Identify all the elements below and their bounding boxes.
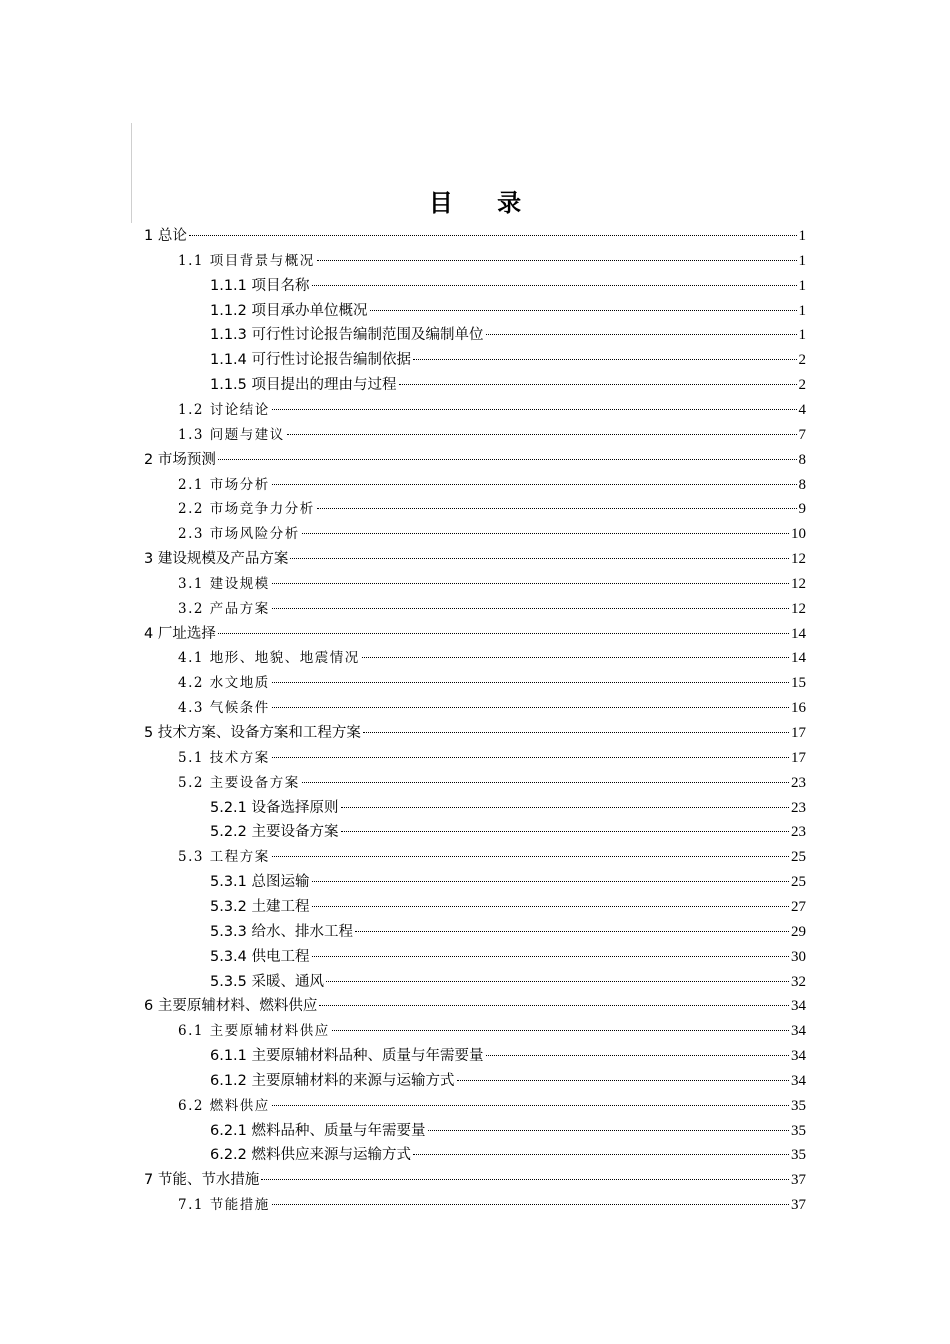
toc-leader-dots	[302, 533, 789, 534]
toc-entry-label: 1.1.1 项目名称	[210, 277, 310, 294]
toc-entry[interactable]	[144, 448, 806, 472]
toc-entry-page: 35	[791, 1097, 806, 1114]
toc-leader-dots	[218, 633, 789, 634]
toc-entry-page: 23	[791, 824, 806, 841]
toc-entry[interactable]	[144, 547, 806, 571]
toc-entry-page: 37	[791, 1172, 806, 1189]
toc-entry-page: 34	[791, 1023, 806, 1040]
toc-entry-label: 2.3 市场风险分析	[178, 526, 300, 543]
toc-entry-label: 2 市场预测	[144, 451, 216, 468]
toc-leader-dots	[486, 334, 797, 335]
toc-entry[interactable]	[210, 323, 806, 347]
toc-entry[interactable]	[178, 1094, 806, 1118]
toc-leader-dots	[317, 508, 797, 509]
toc-entry[interactable]	[210, 895, 806, 919]
toc-entry[interactable]	[178, 597, 806, 621]
toc-entry-label: 6.2 燃料供应	[178, 1097, 270, 1114]
toc-entry-label: 4.1 地形、地貌、地震情况	[178, 650, 360, 667]
toc-entry[interactable]	[178, 671, 806, 695]
toc-entry[interactable]	[178, 696, 806, 720]
toc-entry-page: 1	[798, 252, 806, 269]
toc-entry-label: 5.3.3 给水、排水工程	[210, 923, 354, 940]
toc-leader-dots	[272, 1204, 789, 1205]
toc-entry-label: 1.1.5 项目提出的理由与过程	[210, 377, 397, 394]
toc-leader-dots	[428, 1130, 789, 1131]
toc-entry[interactable]	[178, 398, 806, 422]
toc-entry-page: 9	[798, 501, 806, 518]
toc-entry-page: 30	[791, 948, 806, 965]
toc-entry-page: 35	[791, 1122, 806, 1139]
toc-entry[interactable]	[210, 796, 806, 820]
toc-leader-dots	[261, 1179, 789, 1180]
toc-entry-label: 6.1 主要原辅材料供应	[178, 1023, 330, 1040]
toc-entry-page: 12	[791, 575, 806, 592]
toc-entry[interactable]	[178, 771, 806, 795]
toc-entry-label: 5 技术方案、设备方案和工程方案	[144, 725, 361, 741]
toc-leader-dots	[341, 807, 789, 808]
toc-leader-dots	[218, 459, 797, 460]
toc-entry-page: 14	[791, 650, 806, 667]
toc-entry-page: 4	[798, 401, 806, 418]
toc-entry-label: 5.3.1 总图运输	[210, 874, 310, 891]
toc-entry-page: 12	[791, 600, 806, 617]
toc-entry[interactable]	[210, 373, 806, 397]
toc-entry-label: 7 节能、节水措施	[144, 1172, 260, 1189]
toc-entry-page: 25	[791, 874, 806, 891]
toc-entry-label: 3.2 产品方案	[178, 600, 270, 617]
toc-leader-dots	[362, 657, 789, 658]
toc-entry-page: 23	[791, 774, 806, 791]
toc-entry-label: 5.3.2 土建工程	[210, 898, 310, 915]
toc-entry[interactable]	[210, 820, 806, 844]
toc-entry[interactable]	[210, 870, 806, 894]
toc-entry[interactable]	[210, 945, 806, 969]
toc-entry[interactable]	[210, 299, 806, 323]
toc-leader-dots	[302, 782, 789, 783]
toc-leader-dots	[272, 856, 789, 857]
toc-entry-label: 2.2 市场竞争力分析	[178, 501, 315, 518]
toc-entry-page: 25	[791, 849, 806, 866]
toc-entry-label: 1.2 讨论结论	[178, 401, 270, 418]
toc-entry-page: 27	[791, 898, 806, 915]
toc-entry-page: 23	[791, 799, 806, 816]
toc-entry-page: 1	[798, 228, 806, 244]
toc-entry-page: 34	[791, 998, 806, 1015]
toc-entry[interactable]	[210, 970, 806, 994]
toc-entry-label: 5.2 主要设备方案	[178, 774, 300, 791]
toc-entry[interactable]	[144, 1168, 806, 1192]
toc-entry-page: 14	[791, 625, 806, 642]
toc-entry-label: 1.1 项目背景与概况	[178, 252, 315, 269]
toc-entry-label: 6 主要原辅材料、燃料供应	[144, 998, 318, 1015]
toc-leader-dots	[413, 359, 796, 360]
toc-entry-label: 7.1 节能措施	[178, 1197, 270, 1214]
toc-leader-dots	[319, 1005, 789, 1006]
toc-entry-page: 15	[791, 675, 806, 692]
toc-entry-page: 17	[791, 749, 806, 766]
toc-leader-dots	[363, 732, 789, 733]
toc-entry-page: 8	[798, 451, 806, 468]
toc-leader-dots	[457, 1080, 789, 1081]
toc-entry-page: 17	[791, 725, 806, 741]
toc-leader-dots	[272, 608, 789, 609]
toc-entry-page: 32	[791, 973, 806, 990]
toc-leader-dots	[312, 906, 789, 907]
toc-entry-label: 1.1.3 可行性讨论报告编制范围及编制单位	[210, 327, 484, 344]
toc-leader-dots	[272, 1105, 789, 1106]
toc-entry[interactable]	[178, 646, 806, 670]
toc-leader-dots	[189, 235, 797, 236]
toc-entry-label: 6.1.1 主要原辅材料品种、质量与年需要量	[210, 1048, 484, 1065]
toc-entry-label: 3 建设规模及产品方案	[144, 551, 289, 568]
toc-entry-label: 5.3.4 供电工程	[210, 948, 310, 965]
toc-leader-dots	[312, 956, 789, 957]
toc-leader-dots	[413, 1154, 789, 1155]
toc-entry-label: 6.1.2 主要原辅材料的来源与运输方式	[210, 1072, 455, 1089]
toc-entry[interactable]	[178, 1019, 806, 1043]
toc-entry-label: 4 厂址选择	[144, 625, 216, 642]
toc-entry-label: 6.2.2 燃料供应来源与运输方式	[210, 1147, 412, 1164]
toc-leader-dots	[317, 260, 797, 261]
toc-entry[interactable]	[210, 1143, 806, 1167]
toc-leader-dots	[312, 285, 797, 286]
toc-entry-page: 10	[791, 526, 806, 543]
toc-entry[interactable]	[178, 497, 806, 521]
toc-entry-page: 16	[791, 700, 806, 717]
toc-entry[interactable]	[178, 1193, 806, 1217]
toc-entry-page: 2	[798, 352, 806, 369]
toc-entry-page: 12	[791, 551, 806, 568]
toc-leader-dots	[272, 682, 789, 683]
toc-entry-page: 35	[791, 1147, 806, 1164]
toc-entry-label: 5.2.2 主要设备方案	[210, 824, 339, 841]
toc-entry-page: 1	[798, 302, 806, 319]
toc-leader-dots	[355, 931, 789, 932]
toc-entry[interactable]	[210, 1044, 806, 1068]
toc-entry[interactable]	[178, 249, 806, 273]
toc-entry-label: 1.1.4 可行性讨论报告编制依据	[210, 352, 412, 369]
toc-entry-label: 5.3.5 采暖、通风	[210, 973, 325, 990]
toc-leader-dots	[370, 310, 797, 311]
toc-leader-dots	[272, 484, 797, 485]
toc-entry-label: 5.3 工程方案	[178, 849, 270, 866]
toc-entry-label: 1 总论	[144, 228, 187, 244]
toc-entry[interactable]	[178, 423, 806, 447]
toc-leader-dots	[272, 707, 789, 708]
toc-entry[interactable]	[144, 721, 806, 745]
toc-leader-dots	[272, 583, 789, 584]
toc-entry-label: 1.1.2 项目承办单位概况	[210, 302, 368, 319]
toc-entry-page: 7	[798, 426, 806, 443]
toc-leader-dots	[287, 434, 797, 435]
toc-entry-label: 1.3 问题与建议	[178, 426, 285, 443]
toc-entry[interactable]	[144, 224, 806, 248]
toc-entry-page: 34	[791, 1072, 806, 1089]
toc-entry[interactable]	[178, 473, 806, 497]
toc-entry-label: 5.1 技术方案	[178, 749, 270, 766]
toc-leader-dots	[486, 1055, 789, 1056]
toc-entry-page: 1	[798, 327, 806, 344]
toc-leader-dots	[272, 409, 797, 410]
toc-leader-dots	[399, 384, 797, 385]
toc-entry-label: 2.1 市场分析	[178, 476, 270, 493]
toc-leader-dots	[341, 831, 789, 832]
toc-entry[interactable]	[178, 572, 806, 596]
toc-entry[interactable]	[210, 274, 806, 298]
toc-entry-page: 1	[798, 277, 806, 294]
toc-entry-label: 4.2 水文地质	[178, 675, 270, 692]
toc-leader-dots	[332, 1030, 789, 1031]
toc-leader-dots	[326, 981, 789, 982]
toc-entry[interactable]	[178, 746, 806, 770]
toc-entry-page: 34	[791, 1048, 806, 1065]
toc-entry[interactable]	[210, 1069, 806, 1093]
toc-entry-label: 4.3 气候条件	[178, 700, 270, 717]
toc-entry-page: 37	[791, 1197, 806, 1214]
toc-leader-dots	[290, 558, 789, 559]
toc-entry[interactable]	[178, 845, 806, 869]
toc-leader-dots	[312, 881, 789, 882]
toc-entry-page: 2	[798, 377, 806, 394]
toc-entry[interactable]	[210, 1119, 806, 1143]
toc-entry-page: 8	[798, 476, 806, 493]
toc-entry-label: 5.2.1 设备选择原则	[210, 799, 339, 816]
toc-entry[interactable]	[210, 920, 806, 944]
toc-entry[interactable]	[144, 622, 806, 646]
toc-entry-page: 29	[791, 923, 806, 940]
toc-entry[interactable]	[144, 994, 806, 1018]
toc-leader-dots	[272, 757, 789, 758]
toc-entry[interactable]	[210, 348, 806, 372]
toc-entry-label: 6.2.1 燃料品种、质量与年需要量	[210, 1122, 426, 1139]
toc-entry[interactable]	[178, 522, 806, 546]
page-title: 目 录	[428, 189, 540, 217]
toc-entry-label: 3.1 建设规模	[178, 575, 270, 592]
